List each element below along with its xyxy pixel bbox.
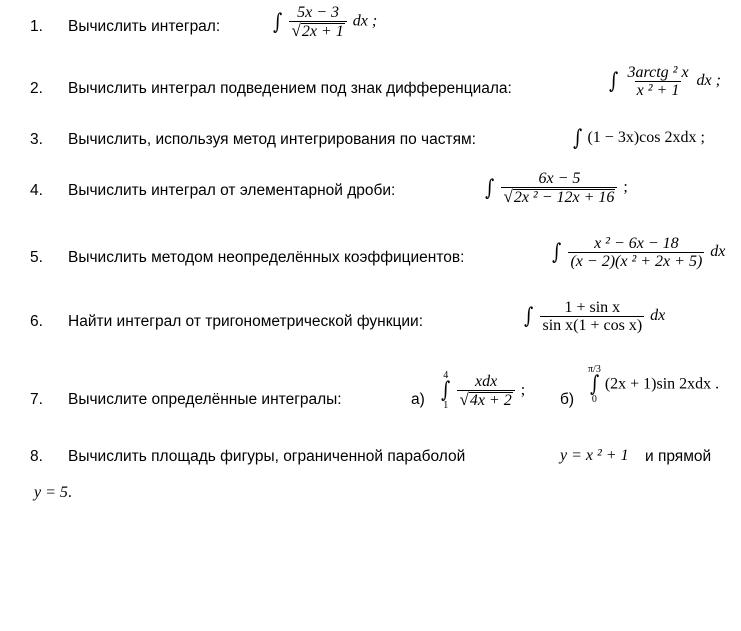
fraction [289, 4, 346, 40]
task-number: 4. [30, 182, 43, 199]
denominator: √ 4x + 2 [457, 390, 514, 409]
task-text-continued: и прямой [645, 448, 712, 465]
task-number: 8. [30, 448, 43, 465]
denominator: x ² + 1 [636, 82, 680, 99]
task-number: 6. [30, 313, 43, 330]
integral-sign: ∫ [524, 304, 534, 329]
numerator: 6x − 5 [538, 170, 581, 187]
parabola-equation: y = x ² + 1 [560, 447, 629, 464]
task-text: Вычислите определённые интегралы: [68, 391, 342, 408]
lower-limit: 0 [591, 394, 597, 405]
fraction [625, 64, 690, 99]
task-number: 3. [30, 131, 43, 148]
task-text: Вычислить интеграл: [68, 18, 221, 35]
formula-6 [523, 299, 665, 334]
upper-limit: 4 [443, 370, 449, 381]
integral-sign: ∫ [273, 9, 283, 35]
formula-7b [588, 365, 719, 405]
definite-integral-sign: π/3 ∫ 0 [588, 364, 601, 405]
part-b-label: б) [560, 391, 575, 408]
denominator: sin x(1 + cos x) [542, 317, 643, 334]
task-text: Вычислить интеграл от элементарной дроби: [68, 182, 396, 199]
lower-limit: 1 [443, 400, 449, 411]
formula-tail: dx [710, 243, 726, 261]
numerator: 1 + sin x [564, 299, 621, 316]
fraction [457, 373, 514, 409]
task-number: 7. [30, 391, 43, 408]
formula-tail: dx [650, 307, 666, 325]
task-number: 5. [30, 249, 43, 266]
formula-body: (2x + 1)sin 2xdx . [604, 375, 720, 393]
formula-4 [484, 170, 628, 206]
integral-sign: ∫ [485, 175, 495, 201]
numerator: x ² − 6x − 18 [594, 235, 679, 252]
integral-sign: ∫ [573, 126, 583, 151]
task-text: Вычислить площадь фигуры, ограниченной параболой [68, 448, 466, 465]
task-text: Найти интеграл от тригонометрической функции: [68, 313, 424, 330]
task-number: 2. [30, 80, 43, 97]
fraction [568, 235, 704, 270]
integral-sign: ∫ [609, 69, 619, 94]
numerator: 3arctg ² x [627, 64, 689, 81]
formula-tail: ; [520, 381, 526, 399]
formula-2 [608, 64, 721, 99]
formula-7a [440, 371, 525, 411]
formula-body: (1 − 3x)cos 2xdx ; [587, 129, 705, 147]
task-number: 1. [30, 18, 43, 35]
formula-tail: ; [623, 178, 628, 196]
formula-5 [551, 235, 725, 270]
task-text: Вычислить, используя метод интегрирования по частям: [68, 131, 476, 148]
denominator: (x − 2)(x ² + 2x + 5) [570, 253, 703, 270]
formula-3 [572, 126, 705, 151]
numerator: xdx [474, 373, 498, 390]
denominator: √ 2x + 1 [289, 21, 346, 40]
denominator: √ 2x ² − 12x + 16 [501, 187, 617, 206]
fraction [540, 299, 644, 334]
formula-tail: dx ; [696, 72, 721, 90]
upper-limit: π/3 [588, 364, 601, 375]
line-equation: y = 5. [34, 484, 72, 501]
numerator: 5x − 3 [297, 4, 340, 21]
task-text: Вычислить интеграл подведением под знак дифференциала: [68, 80, 512, 97]
formula-tail: dx ; [352, 12, 378, 30]
integral-sign: ∫ [552, 240, 562, 265]
task-text: Вычислить методом неопределённых коэффициентов: [68, 249, 465, 266]
part-a-label: а) [411, 391, 425, 408]
fraction [501, 170, 617, 206]
definite-integral-sign: 4 ∫ 1 [441, 370, 451, 411]
formula-1 [272, 4, 377, 40]
